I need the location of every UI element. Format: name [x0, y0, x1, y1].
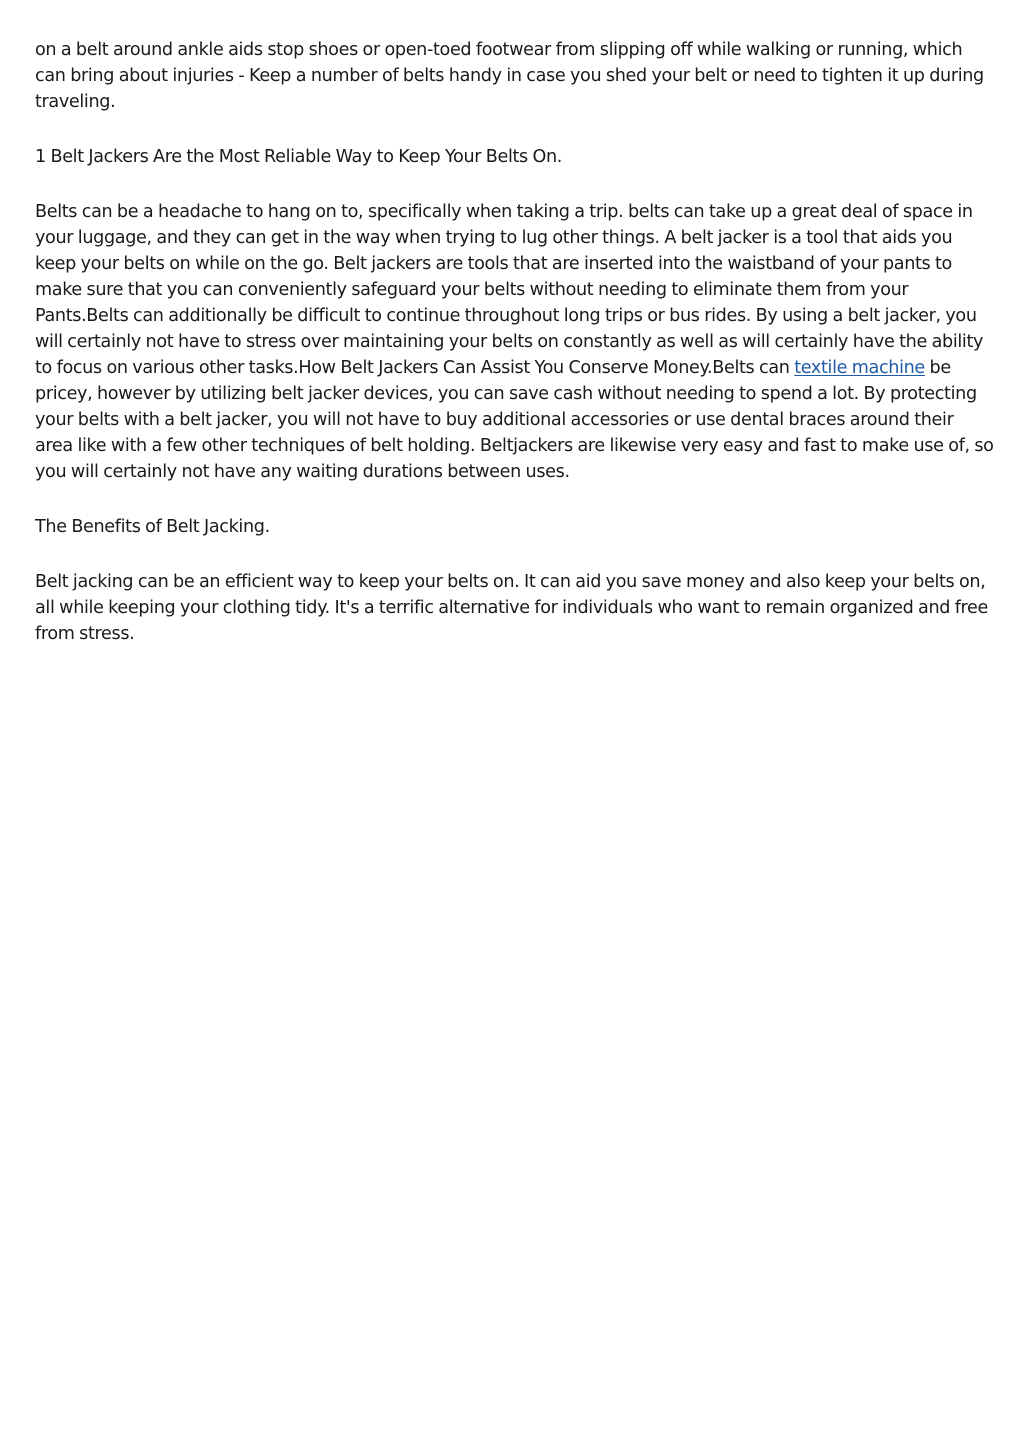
- paragraph-belt-jackers-text-start: Belts can be a headache to hang on to, specifically when taking a trip. belts can take up a great deal of space in your luggage, and they can get in the way when trying to lug other things. A belt jacker is a tool that aids you keep your belts on while on the go. Belt jackers are tools that are inserted into the waistband of your pants to make sure that you can conveniently safeguard your belts without needing to eliminate them from your Pants.Belts can additionally be difficult to continue throughout long trips or bus rides. By using a belt jacker, you will certainly not have to stress over maintaining your belts on constantly as well as will certainly have the ability to focus on various other tasks.How Belt Jackers Can Assist You Conserve Money.Belts can: [35, 202, 984, 378]
- paragraph-intro: on a belt around ankle aids stop shoes or open-toed footwear from slipping off while walking or running, which can bring about injuries - Keep a number of belts handy in case you shed your belt or need to tighten it up during traveling.: [35, 40, 984, 112]
- paragraph-belt-jackers-text-end: be pricey, however by utilizing belt jacker devices, you can save cash without needing to spend a lot. By protecting your belts with a belt jacker, you will not have to buy additional accessories or use dental braces around their area like with a few other techniques of belt holding. Beltjackers are likewise very easy and fast to make use of, so you will certainly not have any waiting durations between uses.: [35, 358, 994, 482]
- document-page: [35, 37, 995, 676]
- textile-machine-link[interactable]: textile machine: [794, 358, 925, 378]
- section-heading-benefits: The Benefits of Belt Jacking.: [35, 517, 270, 537]
- paragraph-belt-jackers: [35, 199, 995, 485]
- paragraph-benefits: Belt jacking can be an efficient way to keep your belts on. It can aid you save money and also keep your belts on, all while keeping your clothing tidy. It's a terrific alternative for individuals who want to remain organized and free from stress.: [35, 572, 989, 644]
- section-heading-belt-jackers: 1 Belt Jackers Are the Most Reliable Way to Keep Your Belts On.: [35, 147, 563, 167]
